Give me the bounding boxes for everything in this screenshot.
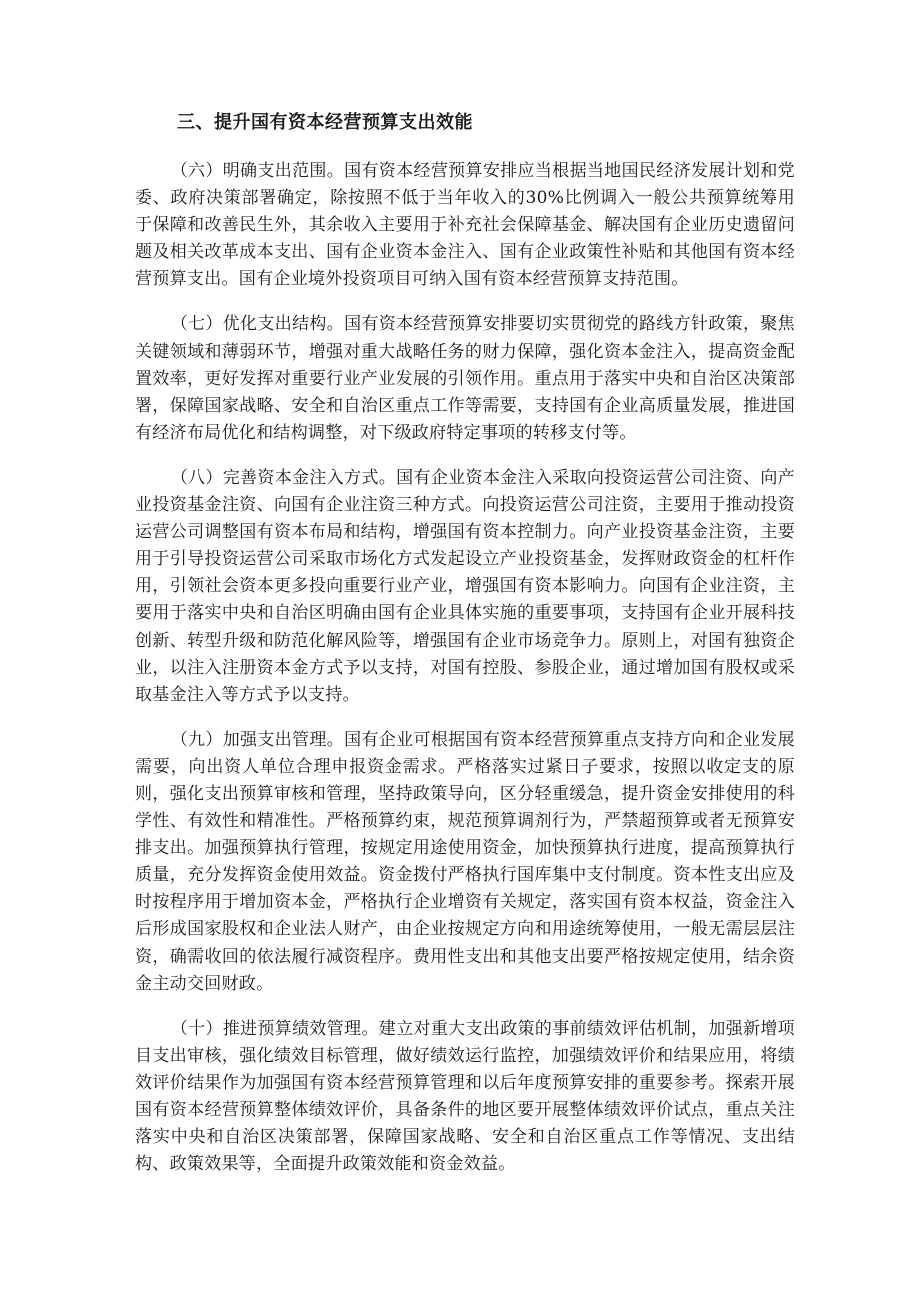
paragraph-9: （九）加强支出管理。国有企业可根据国有资本经营预算重点支持方向和企业发展需要，向出资人单位合理申报资金需求。严格落实过紧日子要求，按照以收定支的原则，强化支出预算审核和管理，坚持政策导向，区分轻重缓急，提升资金安排使用的科学性、有效性和精准性。严格预算约束，规范预算调剂行为，严禁超预算或者无预算安排支出。加强预算执行管理，按规定用途使用资金，加快预算执行进度，提高预算执行质量，充分发挥资金使用效益。资金拨付严格执行国库集中支付制度。资本性支出应及时按程序用于增加资本金，严格执行企业增资有关规定，落实国有资本权益，资金注入后形成国家股权和企业法人财产，由企业按规定方向和用途统筹使用，一般无需层层注资，确需收回的依法履行减资程序。费用性支出和其他支出要严格按规定使用，结余资金主动交回财政。 — [135, 729, 795, 994]
paragraph-7: （七）优化支出结构。国有资本经营预算安排要切实贯彻党的路线方针政策，聚焦关键领域和薄弱环节，增强对重大战略任务的财力保障，强化资本金注入，提高资金配置效率，更好发挥对重要行业产业发展的引领作用。重点用于落实中央和自治区决策部署，保障国家战略、安全和自治区重点工作等需要，支持国有企业高质量发展，推进国有经济布局优化和结构调整，对下级政府特定事项的转移支付等。 — [135, 314, 795, 443]
paragraph-6: （六）明确支出范围。国有资本经营预算安排应当根据当地国民经济发展计划和党委、政府决策部署确定，除按照不低于当年收入的30%比例调入一般公共预算统筹用于保障和改善民生外，其余收入主要用于补充社会保障基金、解决国有企业历史遗留问题及相关改革成本支出、国有企业资本金注入、国有企业政策性补贴和其他国有资本经营预算支出。国有企业境外投资项目可纳入国有资本经营预算支持范围。 — [135, 161, 795, 290]
section-heading: 三、提升国有资本经营预算支出效能 — [177, 112, 473, 133]
paragraph-8: （八）完善资本金注入方式。国有企业资本金注入采取向投资运营公司注资、向产业投资基金注资、向国有企业注资三种方式。向投资运营公司注资，主要用于推动投资运营公司调整国有资本布局和结构，增强国有资本控制力。向产业投资基金注资，主要用于引导投资运营公司采取市场化方式发起设立产业投资基金，发挥财政资金的杠杆作用，引领社会资本更多投向重要行业产业，增强国有资本影响力。向国有企业注资，主要用于落实中央和自治区明确由国有企业具体实施的重要事项，支持国有企业开展科技创新、转型升级和防范化解风险等，增强国有企业市场竞争力。原则上，对国有独资企业，以注入注册资本金方式予以支持，对国有控股、参股企业，通过增加国有股权或采取基金注入等方式予以支持。 — [135, 467, 795, 705]
document-page — [135, 98, 795, 1196]
paragraph-10: （十）推进预算绩效管理。建立对重大支出政策的事前绩效评估机制，加强新增项目支出审核，强化绩效目标管理，做好绩效运行监控，加强绩效评价和结果应用，将绩效评价结果作为加强国有资本经营预算管理和以后年度预算安排的重要参考。探索开展国有资本经营预算整体绩效评价，具备条件的地区要开展整体绩效评价试点，重点关注落实中央和自治区决策部署，保障国家战略、安全和自治区重点工作等情况、支出结构、政策效果等，全面提升政策效能和资金效益。 — [135, 1018, 795, 1175]
